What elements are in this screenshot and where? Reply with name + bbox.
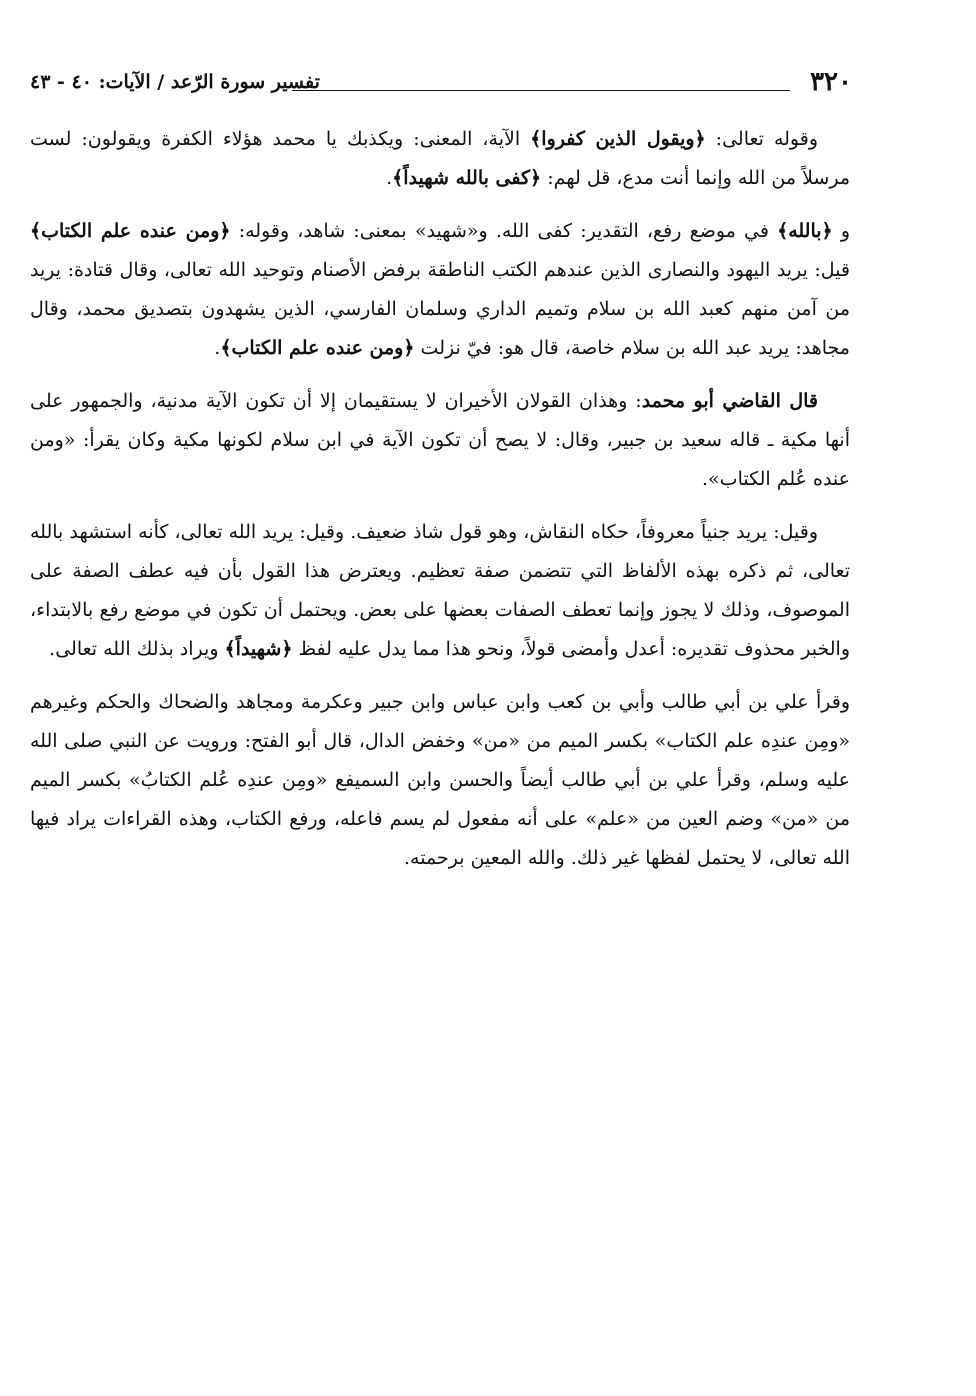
paragraph-1 [30, 120, 850, 198]
text-segment: وقيل: يريد جنياً معروفاً، حكاه النقاش، وهو قول شاذ ضعيف. وقيل: يريد الله تعالى، كأنه استشهد بالله تعالى، ثم ذكره بهذه الألفاظ التي تتضمن صفة تعظيم. ويعترض هذا القول بأن فيه عطف الصفة على الموصوف، وذلك لا يجوز وإنما تعطف الصفات بعضها على بعض. ويحتمل أن تكون في موضع رفع بالابتداء، والخبر محذوف تقديره: أعدل وأمضى قولاً، ونحو هذا مما يدل عليه لفظ [30, 521, 850, 660]
quran-quote: ﴿ومن عنده علم الكتاب﴾ [220, 337, 415, 359]
paragraph-4 [30, 513, 850, 669]
paragraph-3 [30, 382, 850, 499]
text-segment: : وهذان القولان الأخيران لا يستقيمان إلا أن تكون الآية مدنية، والجمهور على أنها مكية ـ قاله سعيد بن جبير، وقال: لا يصح أن تكون الآية في ابن سلام لكونها مكية وكان يقرأ: «ومن عنده عُلم الكتاب». [30, 390, 850, 490]
quran-quote: ﴿كفى بالله شهيداً﴾ [392, 167, 542, 189]
quran-quote: ﴿بالله﴾ [777, 220, 833, 242]
text-segment: ويراد بذلك الله تعالى. [49, 638, 225, 660]
quran-quote: ﴿شهيداً﴾ [224, 638, 293, 660]
text-segment: في موضع رفع، التقدير: كفى الله. و«شهيد» بمعنى: شاهد، وقوله: [230, 220, 778, 242]
text-segment: . [214, 337, 221, 359]
running-title: تفسير سورة الرّعد / الآيات: ٤٠ - ٤٣ [30, 71, 320, 93]
speaker-name: قال القاضي أبو محمد [641, 390, 818, 412]
quran-quote: ﴿ويقول الذين كفروا﴾ [530, 128, 706, 150]
text-segment: و [832, 220, 851, 242]
text-segment: قيل: يريد اليهود والنصارى الذين عندهم الكتب الناطقة برفض الأصنام وتوحيد الله تعالى، وقال قتادة: يريد من آمن منهم كعبد الله بن سلام وتميم الداري وسلمان الفارسي، الذين يشهدون بتصديق محمد، وقال مجاهد: يريد عبد الله بن سلام خاصة، قال هو: فيّ نزلت [30, 259, 850, 359]
text-segment: وقرأ علي بن أبي طالب وأبي بن كعب وابن عباس وابن جبير وعكرمة ومجاهد والضحاك والحكم وغيرهم «ومِن عندِه علم الكتاب» بكسر الميم من «من» وخفض الدال، قال أبو الفتح: ورويت عن النبي صلى الله عليه وسلم، وقرأ علي بن أبي طالب أيضاً والحسن وابن السميفع «ومِن عندِه عُلم الكتابُ» بكسر الميم من «من» وضم العين من «علم» على أنه مفعول لم يسم فاعله، ورفع الكتاب، وهذه القراءات يراد فيها الله تعالى، لا يحتمل لفظها غير ذلك. والله المعين برحمته. [30, 691, 850, 869]
text-segment: . [386, 167, 393, 189]
paragraph-2 [30, 212, 850, 368]
text-segment: الآية، المعنى: ويكذبك يا محمد هؤلاء الكفرة ويقولون: لست مرسلاً من الله وإنما أنت مدع، قل لهم: [30, 128, 850, 189]
page-number: ٣٢٠ [810, 67, 852, 97]
body-text [30, 120, 850, 892]
paragraph-5 [30, 683, 850, 878]
running-header [30, 62, 852, 102]
text-segment: وقوله تعالى: [705, 128, 819, 150]
header-rule [292, 90, 790, 91]
quran-quote: ﴿ومن عنده علم الكتاب﴾ [30, 220, 231, 242]
